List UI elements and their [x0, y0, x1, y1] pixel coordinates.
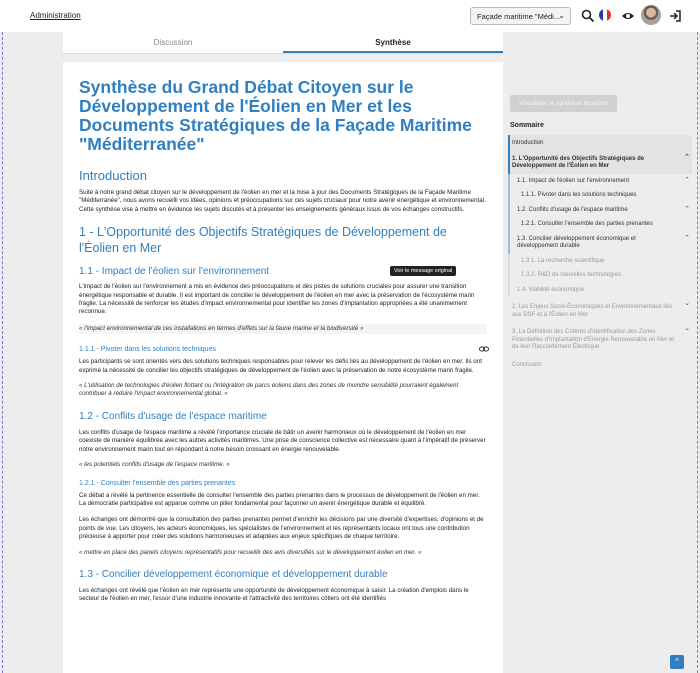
link-icon[interactable] — [479, 345, 489, 353]
french-flag-icon[interactable] — [599, 9, 611, 21]
tooltip-original-message: Voir le message original — [390, 266, 456, 276]
chevron-up-icon[interactable]: ⌃ — [684, 176, 690, 184]
summary-title: Sommaire — [510, 122, 544, 129]
toc-item-label: 1.4. Viabilité économique — [517, 286, 584, 293]
section-1-2-1-text-2: Les échanges ont démontré que la consultation des parties prenantes permet d'enrichir les décisions par une diversité d'expertises, d'opinions et de points de vue. Les citoyens, les acteurs économiques, les spécialistes de l'environnement et les représentants locaux ont tous une contribution précieuse à apporter pour créer des solutions harmonieuses et adaptées aux enjeux spécifiques de chaque territoire. — [79, 516, 484, 541]
section-1-1-quote[interactable]: « l'impact environnemental de ces installations en termes d'effets sur la faune marine et la biodiversité » — [79, 324, 487, 334]
toc-item[interactable] — [508, 283, 692, 298]
section-1-3-text: Les échanges ont révélé que l'éolien en mer représente une opportunité de développement économique à saisir. La création d'emplois dans le secteur de l'éolien en mer, l'essor d'une industrie innovante et l'attractivité des territoires côtiers ont été identifiés — [79, 586, 469, 603]
facade-select-value: Façade maritime "Médi... — [477, 12, 561, 21]
toc-item-label: Conclusion — [512, 361, 542, 368]
section-1-heading: 1 - L'Opportunité des Objectifs Stratégiques de Développement de l'Éolien en Mer — [79, 225, 447, 256]
toc-item[interactable] — [508, 135, 692, 151]
toc-item-label: 1.2. Conflits d'usage de l'espace maritime — [517, 206, 628, 213]
view-tabs — [63, 32, 503, 54]
logout-icon[interactable] — [668, 9, 682, 23]
scroll-to-top-button[interactable]: ^ — [670, 655, 684, 669]
section-1-2-text: Les conflits d'usage de l'espace maritime a révélé l'importance cruciale de bâtir un avenir harmonieux où le développement de l'éolien en mer coexiste de manière équilibrée avec les autres activités maritimes. Une prise de conscience collective est nécessaire quant à l'impératif de préserver notre environnement marin tout en répondant à notre besoin croissant en énergie renouvelable. — [79, 428, 486, 453]
search-icon[interactable] — [581, 9, 595, 23]
toc-item-label: 2. Les Enjeux Socio-Économiques et Environnementaux liés aux DSF et à l'Éolien en Mer — [512, 304, 673, 318]
chevron-up-icon[interactable]: ⌃ — [684, 205, 690, 213]
chevron-down-icon[interactable]: ⌄ — [684, 325, 690, 332]
toc-item[interactable] — [508, 151, 692, 174]
toc-item[interactable] — [508, 203, 692, 218]
toc-item[interactable] — [508, 188, 692, 203]
chevron-up-icon[interactable]: ⌃ — [684, 234, 690, 242]
chevron-up-icon[interactable]: ⌃ — [684, 153, 690, 161]
top-bar — [0, 0, 700, 32]
intro-text: Suite à notre grand débat citoyen sur le développement de l'éolien en mer et la mise à jour des Documents Stratégiques de la Façade Maritime "Méditerranée", nous avons recueilli vos idées, opinions et préoccupations sur ces sujets cruciaux pour notre avenir énergétique et environnemental. Cette synthèse vise à mettre en évidence les sujets discutés et à présenter les enseignements généraux issus de vos échanges constructifs. — [79, 189, 486, 213]
chevron-down-icon[interactable]: ⌄ — [684, 300, 690, 307]
toc-item[interactable] — [508, 232, 692, 254]
toc-item[interactable] — [508, 217, 692, 232]
intro-heading: Introduction — [79, 168, 147, 183]
section-1-2-heading: 1.2 - Conflits d'usage de l'espace maritime — [79, 410, 267, 422]
toc-item-label: 1.3. Concilier développement économique et développement durable — [517, 235, 636, 249]
section-1-2-quote[interactable]: « les potentiels conflits d'usage de l'espace maritime. » — [79, 461, 230, 469]
facade-select[interactable] — [470, 7, 571, 25]
toc-item-label: 1.3.1. La recherche scientifique — [521, 257, 605, 264]
section-1-2-1-heading: 1.2.1 - Consulter l'ensemble des parties prenantes — [79, 479, 236, 487]
tab-discussion[interactable]: Discussion — [153, 38, 193, 47]
tab-synthese[interactable]: Synthèse — [283, 32, 503, 53]
chevron-down-icon: ⌄ — [558, 11, 565, 20]
synthesis-content — [63, 62, 503, 673]
toc-item[interactable] — [508, 254, 692, 269]
toc-item[interactable] — [508, 355, 692, 373]
toc-item[interactable] — [508, 174, 692, 189]
toc-item-label: 1.1. Impact de l'éolien sur l'environnement — [517, 177, 630, 184]
section-1-1-heading: 1.1 - Impact de l'éolien sur l'environnement — [79, 266, 270, 278]
toc-item-label: 1.2.1. Consulter l'ensemble des parties prenantes — [521, 221, 653, 227]
avatar[interactable] — [641, 5, 661, 25]
toc-item-label: Introduction — [512, 140, 544, 146]
toc-item-label: 3. La Définition des Critères d'Identification des Zones Potentielles d'Implantation d'Énergie Renouvelable en Mer et de leur Raccordement Électrique — [512, 329, 675, 350]
administration-link[interactable]: Administration — [30, 11, 81, 20]
section-1-1-1-heading: 1.1.1 - Pivoter dans les solutions techniques — [79, 346, 216, 354]
toc-item[interactable] — [508, 322, 692, 355]
toc-item-label: 1.3.2. R&D de nouvelles technologies — [521, 272, 622, 278]
table-of-contents — [508, 135, 692, 372]
toc-item[interactable] — [508, 297, 692, 322]
eye-icon[interactable] — [621, 9, 635, 23]
toc-item-label: 1. L'Opportunité des Objectifs Stratégiques de Développement de l'Éolien en Mer — [512, 155, 645, 169]
toc-item-label: 1.1.1. Pivoter dans les solutions techniques — [521, 192, 637, 198]
section-1-2-1-text-1: Ce débat a révélé la pertinence essentielle de consulter l'ensemble des parties prenantes dans le processus de développement de l'éolien en mer. La démocratie participative est apparue comme un pilier fondamental pour façonner un avenir énergétique durable et équilibré. — [79, 491, 480, 507]
toc-item[interactable] — [508, 268, 692, 283]
section-1-1-1-text: Les participants se sont orientés vers des solutions techniques responsables pour relever les défis liés au développement de l'éolien en mer. Ils ont exprimé la nécessité de concilier les objectifs stratégiques de développement de l'éolien avec la préservation de notre écosystème marin fragile. — [79, 358, 482, 374]
section-1-1-text: L'impact de l'éolien sur l'environnement a mis en évidence des préoccupations et des pistes de solutions cruciales pour assurer une transition énergétique responsable et durable. Il est important de concilier le développement de l'éolien en mer avec la préservation de l'écosystème marin fragile. La nécessité de renforcer les études d'impact environnemental pour identifier les zones d'implantation appropriées a été unanimement reconnue. — [79, 283, 475, 316]
section-1-1-1-quote[interactable]: « L'utilisation de technologies d'éolien flottant ou l'intégration de parcs éoliens dans des zones de moindre sensibilité pourraient également contribuer à réduire l'impact environnemental global. » — [79, 382, 459, 398]
page-title: Synthèse du Grand Débat Citoyen sur le Développement de l'Éolien en Mer et les Documents Stratégiques de la Façade Maritime "Méditerranée" — [79, 77, 472, 154]
section-1-2-1-quote[interactable]: « mettre en place des panels citoyens représentatifs pour recueillir des avis diversifiés sur le développement éolien en mer. » — [79, 548, 422, 556]
section-1-3-heading: 1.3 - Concilier développement économique et développement durable — [79, 568, 388, 580]
view-draft-button[interactable]: Visualiser la synthèse brouillon — [510, 95, 617, 112]
